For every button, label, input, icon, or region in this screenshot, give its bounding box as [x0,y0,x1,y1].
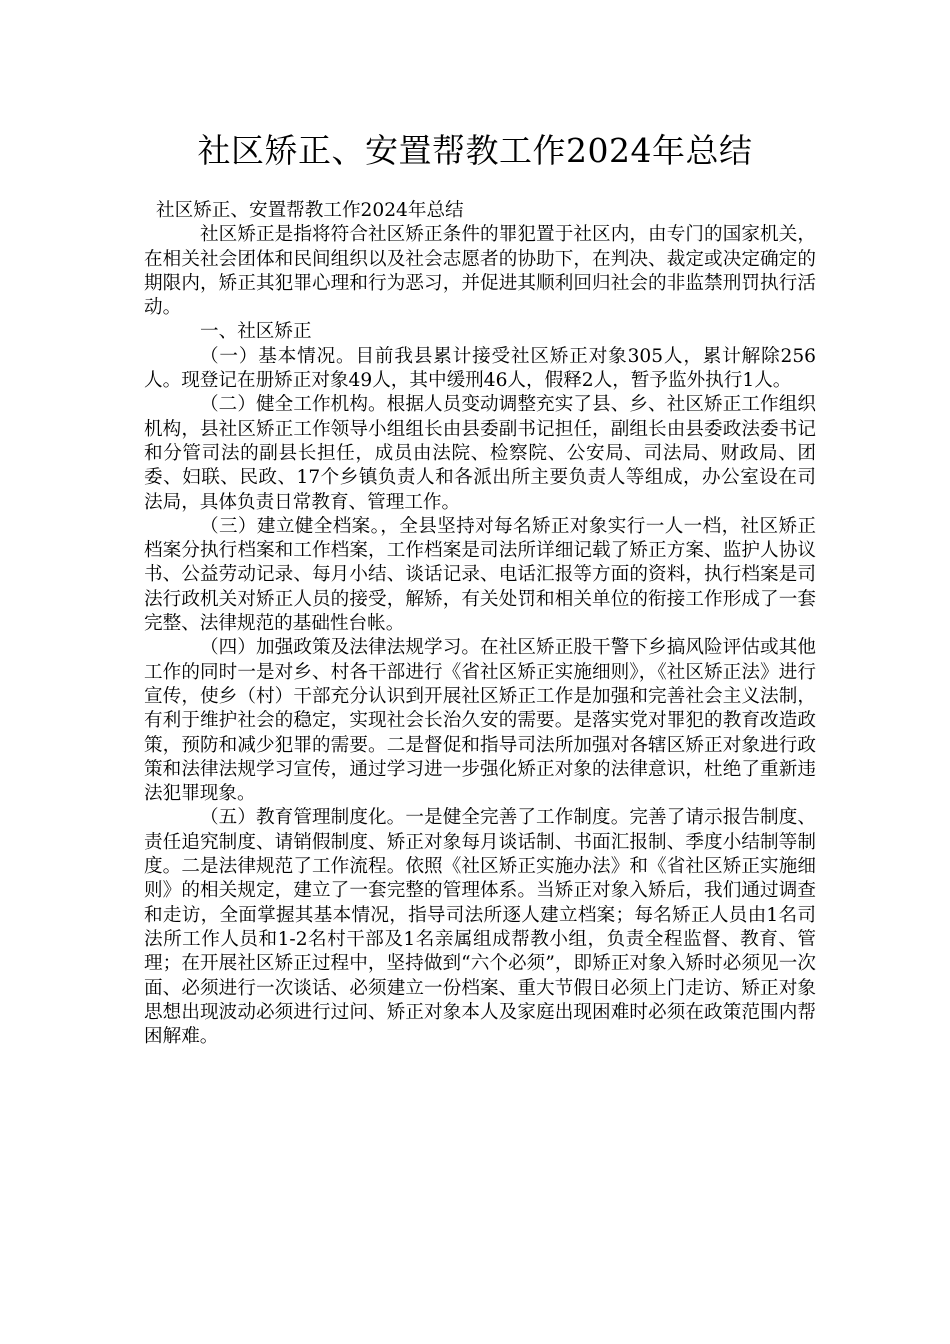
paragraph-basic-situation: （一）基本情况。目前我县累计接受社区矫正对象305人，累计解除256人。现登记在册矫正对象49人，其中缓刑46人，假释2人，暂予监外执行1人。 [144,345,816,392]
paragraph-management-system: （五）教育管理制度化。一是健全完善了工作制度。完善了请示报告制度、责任追究制度、请销假制度、矫正对象每月谈话制、书面汇报制、季度小结制等制度。二是法律规范了工作流程。依照《社区矫正实施办法》和《省社区矫正实施细则》的相关规定，建立了一套完整的管理体系。当矫正对象入矫后，我们通过调查和走访，全面掌握其基本情况，指导司法所逐人建立档案；每名矫正人员由1名司法所工作人员和1-2名村干部及1名亲属组成帮教小组，负责全程监督、教育、管理；在开展社区矫正过程中，坚持做到“六个必须”，即矫正对象入矫时必须见一次面、必须进行一次谈话、必须建立一份档案、重大节假日必须上门走访、矫正对象思想出现波动必须进行过问、矫正对象本人及家庭出现困难时必须在政策范围内帮困解难。 [144,807,816,1048]
paragraph-archives: （三）建立健全档案。，全县坚持对每名矫正对象实行一人一档，社区矫正档案分执行档案和工作档案，工作档案是司法所详细记载了矫正方案、监护人协议书、公益劳动记录、每月小结、谈话记录、电话汇报等方面的资料，执行档案是司法行政机关对矫正人员的接受，解矫，有关处罚和相关单位的衔接工作形成了一套完整、法律规范的基础性台帐。 [144,515,816,635]
paragraph-policy-study: （四）加强政策及法律法规学习。在社区矫正股干警下乡搞风险评估或其他工作的同时一是对乡、村各干部进行《省社区矫正实施细则》，《社区矫正法》进行宣传，使乡（村）干部充分认识到开展社区矫正工作是加强和完善社会主义法制，有利于维护社会的稳定，实现社会长治久安的需要。是落实党对罪犯的教育改造政策，预防和减少犯罪的需要。二是督促和指导司法所加强对各辖区矫正对象进行政策和法律法规学习宣传，通过学习进一步强化矫正对象的法律意识，杜绝了重新违法犯罪现象。 [144,637,816,805]
document-subtitle: 社区矫正、安置帮教工作2024年总结 [156,200,464,221]
paragraph-work-organization: （二）健全工作机构。根据人员变动调整充实了县、乡、社区矫正工作组织机构，县社区矫正工作领导小组组长由县委副书记担任，副组长由县委政法委书记和分管司法的副县长担任，成员由法院、检察院、公安局、司法局、财政局、团委、妇联、民政、17个乡镇负责人和各派出所主要负责人等组成，办公室设在司法局，具体负责日常教育、管理工作。 [144,394,816,513]
intro-paragraph: 社区矫正是指将符合社区矫正条件的罪犯置于社区内，由专门的国家机关，在相关社会团体和民间组织以及社会志愿者的协助下，在判决、裁定或决定确定的期限内，矫正其犯罪心理和行为恶习，并促进其顺利回归社会的非监禁刑罚执行活动。 [144,224,816,319]
document-body [144,199,816,1049]
document-title: 社区矫正、安置帮教工作2024年总结 [197,131,753,170]
section-heading: 一、社区矫正 [200,321,312,343]
